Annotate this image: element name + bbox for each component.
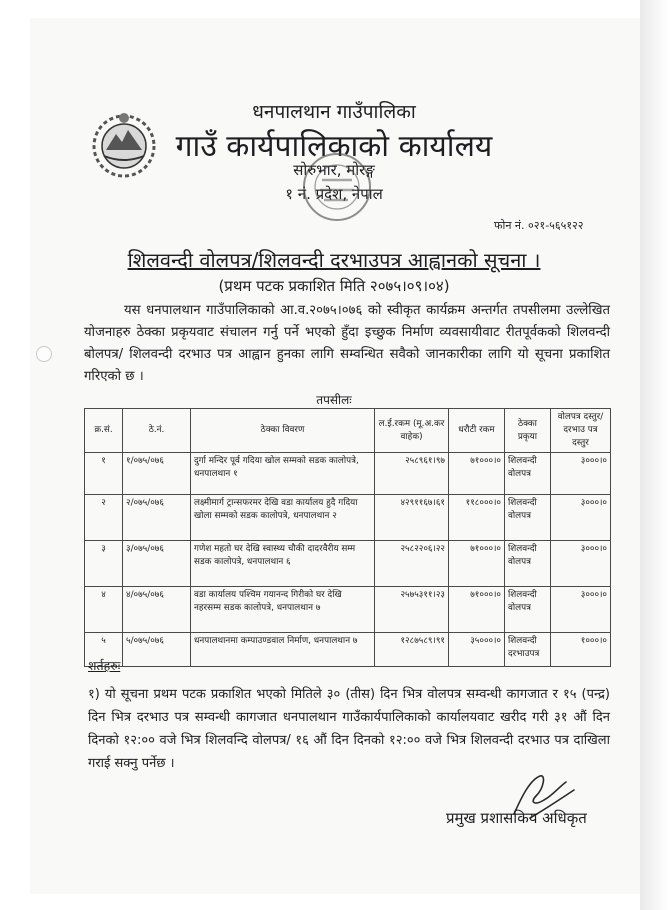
cell-estimate: १२८७५८९।९१ (375, 633, 449, 667)
cell-description: वडा कार्यालय पश्चिम गयानन्द गिरीको घर देखि नहरसम्म सडक कालोपत्रे, धनपालथान ७ (191, 587, 375, 633)
cell-process: शिलवन्दी वोलपत्र (505, 495, 551, 541)
cell-description: गणेश महतो घर देखि स्वास्थ्य चौकी दादरवैरीय सम्म सडक कालोपत्रे, धनपालथान ६ (191, 541, 375, 587)
cell-estimate: २५८९६१।९७ (375, 453, 449, 495)
header-sn: क्र.सं. (85, 409, 123, 453)
cell-contract-no: ३/०७५/०७६ (123, 541, 191, 587)
phone-number: फोन नं. ०२१-५६५१२२ (494, 219, 584, 232)
header-process: ठेक्का प्रकृया (505, 409, 551, 453)
cell-estimate: २५८२२०६।२२ (375, 541, 449, 587)
cell-contract-no: ५/०७५/०७६ (123, 633, 191, 667)
cell-sn: ४ (85, 587, 123, 633)
cell-deposit: ३५०००।० (449, 633, 505, 667)
table-row (85, 541, 611, 587)
punch-hole (36, 346, 52, 362)
header-fee: वोलपत्र दस्तुर/ दरभाउ पत्र दस्तुर (551, 409, 611, 453)
table-row (85, 587, 611, 633)
cell-description: लक्ष्मीमार्ग ट्रान्सफरमर देखि वडा कार्यालय हुदै गदिया खोला सम्मको सडक कालोपत्रे, धनपालथान २ (191, 495, 375, 541)
table-row (85, 495, 611, 541)
cell-sn: २ (85, 495, 123, 541)
address-line-1: सोरुभार, मोरङ्ग (293, 161, 375, 179)
cell-fee: ३०००।० (551, 587, 611, 633)
table-row (85, 453, 611, 495)
cell-fee: ३०००।० (551, 453, 611, 495)
cell-deposit: ७१०००।० (449, 541, 505, 587)
table-header-row (85, 409, 611, 453)
cell-fee: ३०००।० (551, 495, 611, 541)
notice-subtitle: (प्रथम पटक प्रकाशित मिति २०७५।०९।०४) (218, 277, 450, 295)
cell-description: धनपालथानमा कम्पाउण्डवाल निर्माण, धनपालथान ७ (191, 633, 375, 667)
cell-fee: ३०००।० (551, 541, 611, 587)
cell-estimate: २५७५३११।२३ (375, 587, 449, 633)
cell-sn: ३ (85, 541, 123, 587)
cell-process: शिलवन्दी वोलपत्र (505, 541, 551, 587)
notice-title: शिलवन्दी वोलपत्र/शिलवन्दी दरभाउपत्र आह्वानको सूचना । (127, 248, 541, 272)
cell-estimate: ४२९११६७।६१ (375, 495, 449, 541)
cell-fee: १०००।० (551, 633, 611, 667)
signatory-title: प्रमुख प्रशासकिय अधिकृत (446, 809, 587, 827)
table-label: तपसीलः (316, 393, 352, 407)
cell-process: शिलवन्दी वोलपत्र (505, 453, 551, 495)
conditions-heading: शर्तहरुः (88, 658, 121, 673)
header-contract-no: ठे.नं. (123, 409, 191, 453)
cell-description: दुर्गा मन्दिर पूर्व गदिया खोल सम्मको सडक कालोपत्रे, धनपालथान १ (191, 453, 375, 495)
header-deposit: धरौटी रकम (449, 409, 505, 453)
header-description: ठेक्का विवरण (191, 409, 375, 453)
table-row (85, 633, 611, 667)
cell-process: शिलवन्दी वोलपत्र (505, 587, 551, 633)
cell-process: शिलवन्दी दरभाउपत्र (505, 633, 551, 667)
cell-contract-no: ४/०७५/०७६ (123, 587, 191, 633)
condition-item-1: १) यो सूचना प्रथम पटक प्रकाशित भएको मितिले ३० (तीस) दिन भित्र वोलपत्र सम्वन्धी कागजात र १५ (पन्द्र) दिन भित्र दरभाउ पत्र सम्वन्धी कागजात धनपालथान गाउँकार्यपालिकाको कार्यालयवाट खरीद गरी ३१ औं दिन दिनको १२:०० वजे भित्र शिलवन्दि वोलपत्र/ १६ औं दिन दिनको १२:०० वजे भित्र शिलवन्दी दरभाउ पत्र दाखिला गराई सक्नु पर्नेछ । (88, 687, 610, 771)
cell-contract-no: १/०७५/०७६ (123, 453, 191, 495)
cell-deposit: ११८०००।० (449, 495, 505, 541)
cell-sn: १ (85, 453, 123, 495)
cell-deposit: ७१०००।० (449, 453, 505, 495)
address-line-2: १ नं. प्रदेश, नेपाल (285, 185, 383, 203)
notice-paragraph: यस धनपालथान गाउँपालिकाको आ.व.२०७५।०७६ को स्वीकृत कार्यक्रम अन्तर्गत तपसीलमा उल्लेखित योजनाहरु ठेक्का प्रकृयवाट संचालन गर्नु पर्ने भएको हुँदा इच्छुक निर्माण व्यवसायीवाट रीतपूर्वकको शिलवन्दी बोलपत्र/ शिलवन्दी दरभाउ पत्र आह्वान हुनका लागि सम्वन्धित सवैको जानकारीका लागि यो सूचना प्रकाशित गरिएको छ । (84, 303, 610, 384)
cell-sn: ५ (85, 633, 123, 667)
cell-contract-no: २/०७५/०७६ (123, 495, 191, 541)
office-stamp-icon (298, 150, 376, 224)
municipality-name: धनपालथान गाउँपालिका (252, 101, 416, 123)
office-name: गाउँ कार्यपालिकाको कार्यालय (175, 129, 493, 164)
header-estimate: ल.ई.रकम (मू.अ.कर वाहेक) (375, 409, 449, 453)
tender-table (84, 408, 611, 667)
cell-deposit: ७१०००।० (449, 587, 505, 633)
